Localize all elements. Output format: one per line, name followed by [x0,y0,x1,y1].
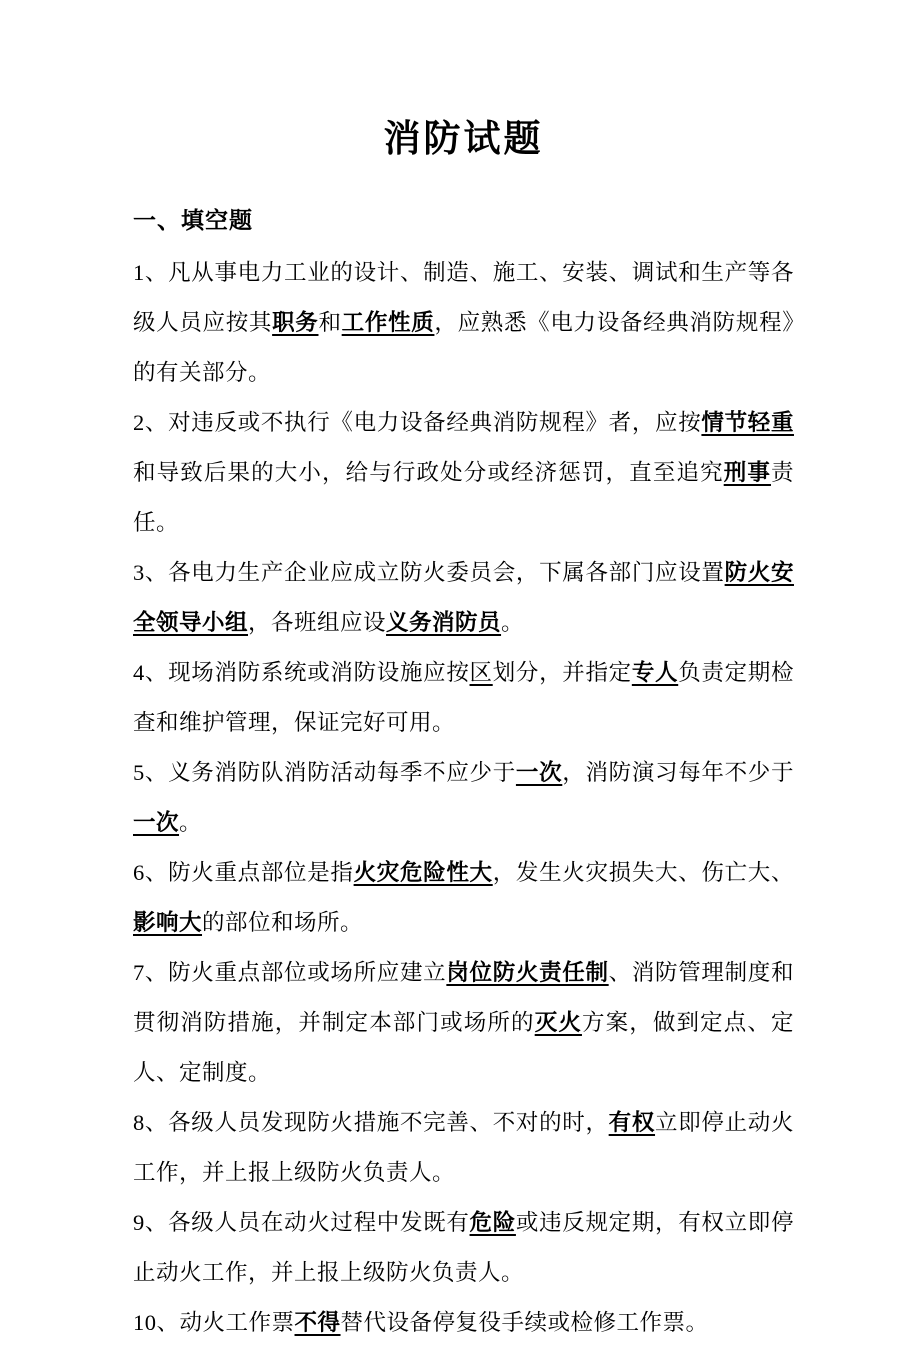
question-text: 责任。 [133,460,794,536]
blank-answer: 刑事 [723,460,771,486]
blank-answer: 防火安全领导小组 [133,560,794,636]
section-heading-fill-in-blanks: 一、填空题 [133,208,253,234]
question-text: 4、现场消防系统或消防设施应按 [133,660,470,686]
blank-answer: 义务消防员 [386,610,502,636]
question-item [133,398,794,548]
question-text: 负责定期检查和维护管理，保证完好可用。 [133,660,794,736]
question-item [133,648,794,748]
question-text: 、消防管理制度和贯彻消防措施，并制定本部门或场所的 [133,960,794,1036]
question-item [133,748,794,848]
question-text: 或违反规定期，有权立即停止动火工作，并上报上级防火负责人。 [133,1210,794,1286]
blank-answer: 专人 [631,660,679,686]
question-text: 和 [318,310,342,336]
blank-answer: 火灾危险性大 [353,860,493,886]
question-text: 2、对违反或不执行《电力设备经典消防规程》者，应按 [133,410,702,436]
question-text: ，发生火灾损失大、伤亡大、 [492,860,794,886]
blank-answer: 灭火 [534,1010,582,1036]
blank-answer: 区 [469,660,493,686]
question-text: 的部位和场所。 [202,910,364,936]
blank-answer: 一次 [133,810,180,836]
question-item [133,248,794,398]
question-text: 方案，做到定点、定人、定制度。 [133,1010,794,1086]
question-item [133,1298,794,1348]
question-text: ，各班组应设 [248,610,387,636]
blank-answer: 工作性质 [341,310,435,336]
blank-answer: 有权 [608,1110,656,1136]
blank-answer: 危险 [469,1210,516,1236]
question-text: 。 [501,610,525,636]
question-text: 替代设备停复役手续或检修工作票。 [340,1310,709,1336]
question-text: 5、义务消防队消防活动每季不应少于 [133,760,516,786]
blank-answer: 情节轻重 [701,410,794,436]
blank-answer: 岗位防火责任制 [446,960,609,986]
blank-answer: 不得 [294,1310,341,1336]
question-item [133,548,794,648]
question-text: 3、各电力生产企业应成立防火委员会，下属各部门应设置 [133,560,725,586]
question-item [133,1098,794,1198]
question-list [133,248,794,1348]
question-item [133,1198,794,1298]
question-item [133,948,794,1098]
question-text: 8、各级人员发现防火措施不完善、不对的时， [133,1110,609,1136]
blank-answer: 一次 [515,760,563,786]
question-text: ，消防演习每年不少于 [562,760,794,786]
question-text: 6、防火重点部位是指 [133,860,354,886]
question-item [133,848,794,948]
question-text: 7、防火重点部位或场所应建立 [133,960,447,986]
question-text: 1、凡从事电力工业的设计、制造、施工、安装、调试和生产等各级人员应按其 [133,260,794,336]
question-text: 。 [179,810,203,836]
blank-answer: 职务 [272,310,319,336]
question-text: ，应熟悉《电力设备经典消防规程》的有关部分。 [133,310,794,386]
blank-answer: 影响大 [133,910,203,936]
question-text: 和导致后果的大小，给与行政处分或经济惩罚，直至追究 [133,460,724,486]
document-title: 消防试题 [383,119,544,160]
question-text: 划分，并指定 [492,660,632,686]
question-text: 立即停止动火工作，并上报上级防火负责人。 [133,1110,794,1186]
question-text: 9、各级人员在动火过程中发既有 [133,1210,470,1236]
question-text: 10、动火工作票 [133,1310,295,1336]
